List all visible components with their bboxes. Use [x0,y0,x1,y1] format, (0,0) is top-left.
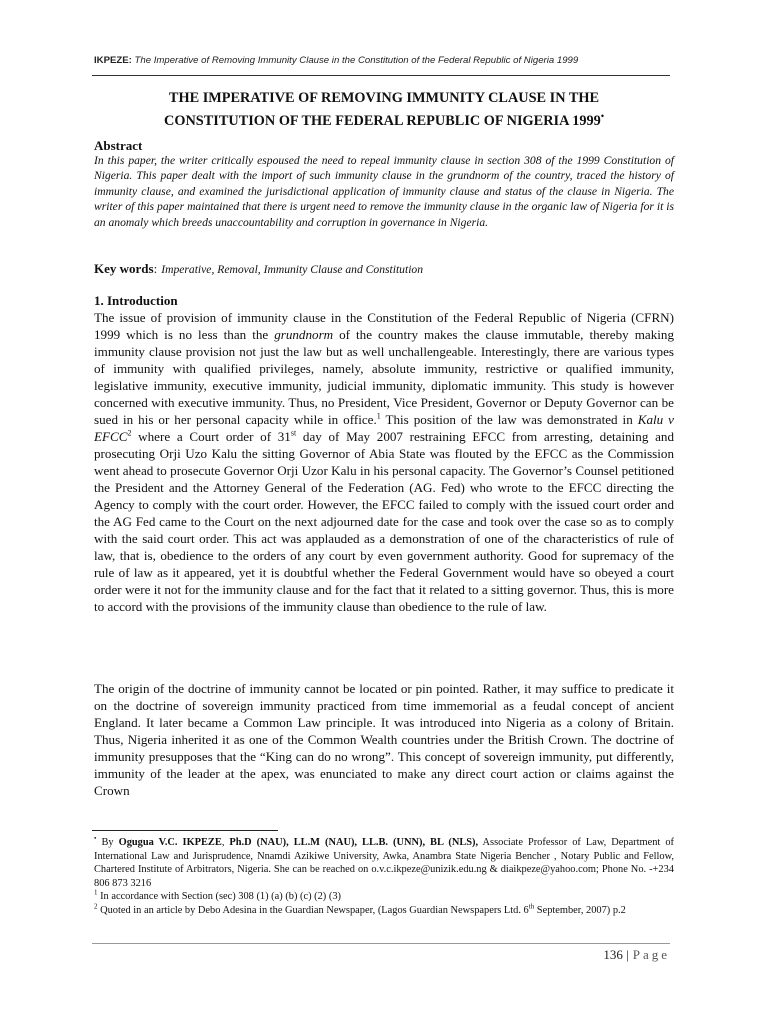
page-label: Page [632,947,670,962]
footnote-author-degrees: Ph.D (NAU), LL.M (NAU), LL.B. (UNN), BL (NLS), [229,837,479,848]
para1-text-b: of the country makes the clause immutable, thereby making immunity clause provision not just the law but as well unchallengeable. Interestingly, there are various types of immunity with qualified privileges, namely, absolute immunity, restrictive or qualified immunity, legislative immunity, executive immunity, judicial immunity, diplomatic immunity. This study is however concerned with executive immunity. Thus, no President, Vice President, Governor or Deputy Governor can be sued in his or her personal capacity while in office. [94,327,674,427]
footnote-1 [94,890,674,904]
footnote-author [94,836,674,890]
footnote-2-text: Quoted in an article by Debo Adesina in the Guardian Newspaper, (Lagos Guardian Newspapers Ltd. 6 [97,904,529,916]
section-heading-introduction: 1. Introduction [94,293,178,308]
header-rule [92,75,670,76]
footnote-author-marker: • [94,834,97,843]
title-line-2-text: CONSTITUTION OF THE FEDERAL REPUBLIC OF NIGERIA 1999 [164,112,601,129]
footer-rule [92,943,670,944]
page-number [560,947,670,963]
header-author: IKPEZE: [94,55,132,66]
footnote-rule [92,830,278,831]
title-line-2 [94,107,674,130]
abstract-heading: Abstract [94,138,143,153]
footnote-2 [94,904,674,918]
footnote-1-number: 1 [94,888,98,897]
para1-text-d: where a Court order of 31 [131,429,291,444]
footnotes [94,836,674,918]
abstract-text: In this paper, the writer critically espoused the need to repeal immunity clause in section 308 of the 1999 Constitution of Nigeria. This paper dealt with the import of such immunity clause in the grundnorm of the country, traced the history of immunity clause, and examined the jurisdictional application of immunity clause and status of the clause in Nigeria. The writer of this paper maintained that there is urgent need to remove the immunity clause in the organic law of Nigeria for it is an anomaly which breeds unaccountability and corruption in governance in Nigeria. [94,154,674,229]
title-line-1: THE IMPERATIVE OF REMOVING IMMUNITY CLAUSE IN THE [168,90,600,106]
footnote-ref-1: 1 [376,411,381,421]
para1-ordinal-st: st [290,428,297,438]
keywords [94,261,674,277]
paper-title [94,89,674,130]
introduction-paragraph-2: The origin of the doctrine of immunity cannot be located or pin pointed. Rather, it may suffice to predicate it on the doctrine of sovereign immunity practiced from time immemorial as a feudal concept of ancient England. It later became a Common Law principle. It was introduced into Nigeria as a colony of Britain. Thus, Nigeria inherited it as one of the Common Wealth countries under the British Crown. The doctrine of immunity presupposes that the “King can do no wrong”. This concept of sovereign immunity, put differently, immunity of the leader at the apex, was enunciated to make any direct court action or claims against the Crown [94,681,674,798]
para1-text-a: The issue of provision of immunity clause in the Constitution of the Federal Republic of Nigeria (CFRN) 1999 which is no less than the [94,310,674,342]
para1-text-c: This position of the law was demonstrated in [380,412,638,427]
footnote-2-end: September, 2007) p.2 [534,904,626,916]
page-number-separator: | [626,947,629,962]
keywords-label: Key words [94,261,154,276]
keywords-sep: : [153,261,158,276]
footnote-author-sep: , [221,837,230,848]
title-marker: • [600,111,604,121]
keywords-text: Imperative, Removal, Immunity Clause and Constitution [161,263,424,276]
footnote-2-ordinal: th [528,902,535,911]
introduction-paragraph-1 [94,309,674,615]
para1-case-name: Kalu v EFCC [94,412,674,444]
page-number-value: 136 [603,947,623,962]
para1-grundnorm: grundnorm [274,327,334,342]
para1-text-e: day of May 2007 restraining EFCC from arresting, detaining and prosecuting Orji Uzo Kalu the sitting Governor of Abia State was flouted by the EFCC as the Commission went ahead to prosecute Governor Orji Uzor Kalu in his personal capacity. The Governor’s Counsel petitioned the President and the Attorney General of the Federation (AG. Fed) who wrote to the EFCC directing the Agency to comply with the court order. However, the EFCC failed to comply with the issued court order and the AG Fed came to the Court on the next adjourned date for the case and took over the case so as to comply with the said court order. This act was applauded as a demonstration of one of the characteristics of rule of law, that is, obedience to the orders of any court by even government authority. Good for supremacy of the rule of law as it appeared, yet it is doubtful whether the Federal Government would have so obeyed a court order were it not for the immunity clause and for the fact that it related to a sitting governor. Thus, this is more to accord with the provisions of the immunity clause than obedience to the rule of law. [94,429,674,614]
footnote-1-text: In accordance with Section (sec) 308 (1) (a) (b) (c) (2) (3) [97,891,341,903]
footnote-author-affiliation: Associate Professor of Law, Department of International Law and Jurisprudence, Nnamdi Azikiwe University, Awka, Anambra State Nigeria Bencher , Notary Public and Fellow, Chartered Institute of Arbitrators, Nigeria. She can be reached on o.v.c.ikpeze@unizik.edu.ng & diaikpeze@yahoo.com; Phone No. -+234 806 873 3216 [94,837,674,889]
footnote-author-name: Ogugua V.C. IKPEZE [118,837,222,848]
footnote-author-by: By [96,837,119,848]
footnote-ref-2: 2 [127,428,132,438]
footnote-2-number: 2 [94,902,98,911]
running-header [94,55,669,66]
header-running-title: The Imperative of Removing Immunity Clause in the Constitution of the Federal Republic of Nigeria 1999 [134,55,579,66]
